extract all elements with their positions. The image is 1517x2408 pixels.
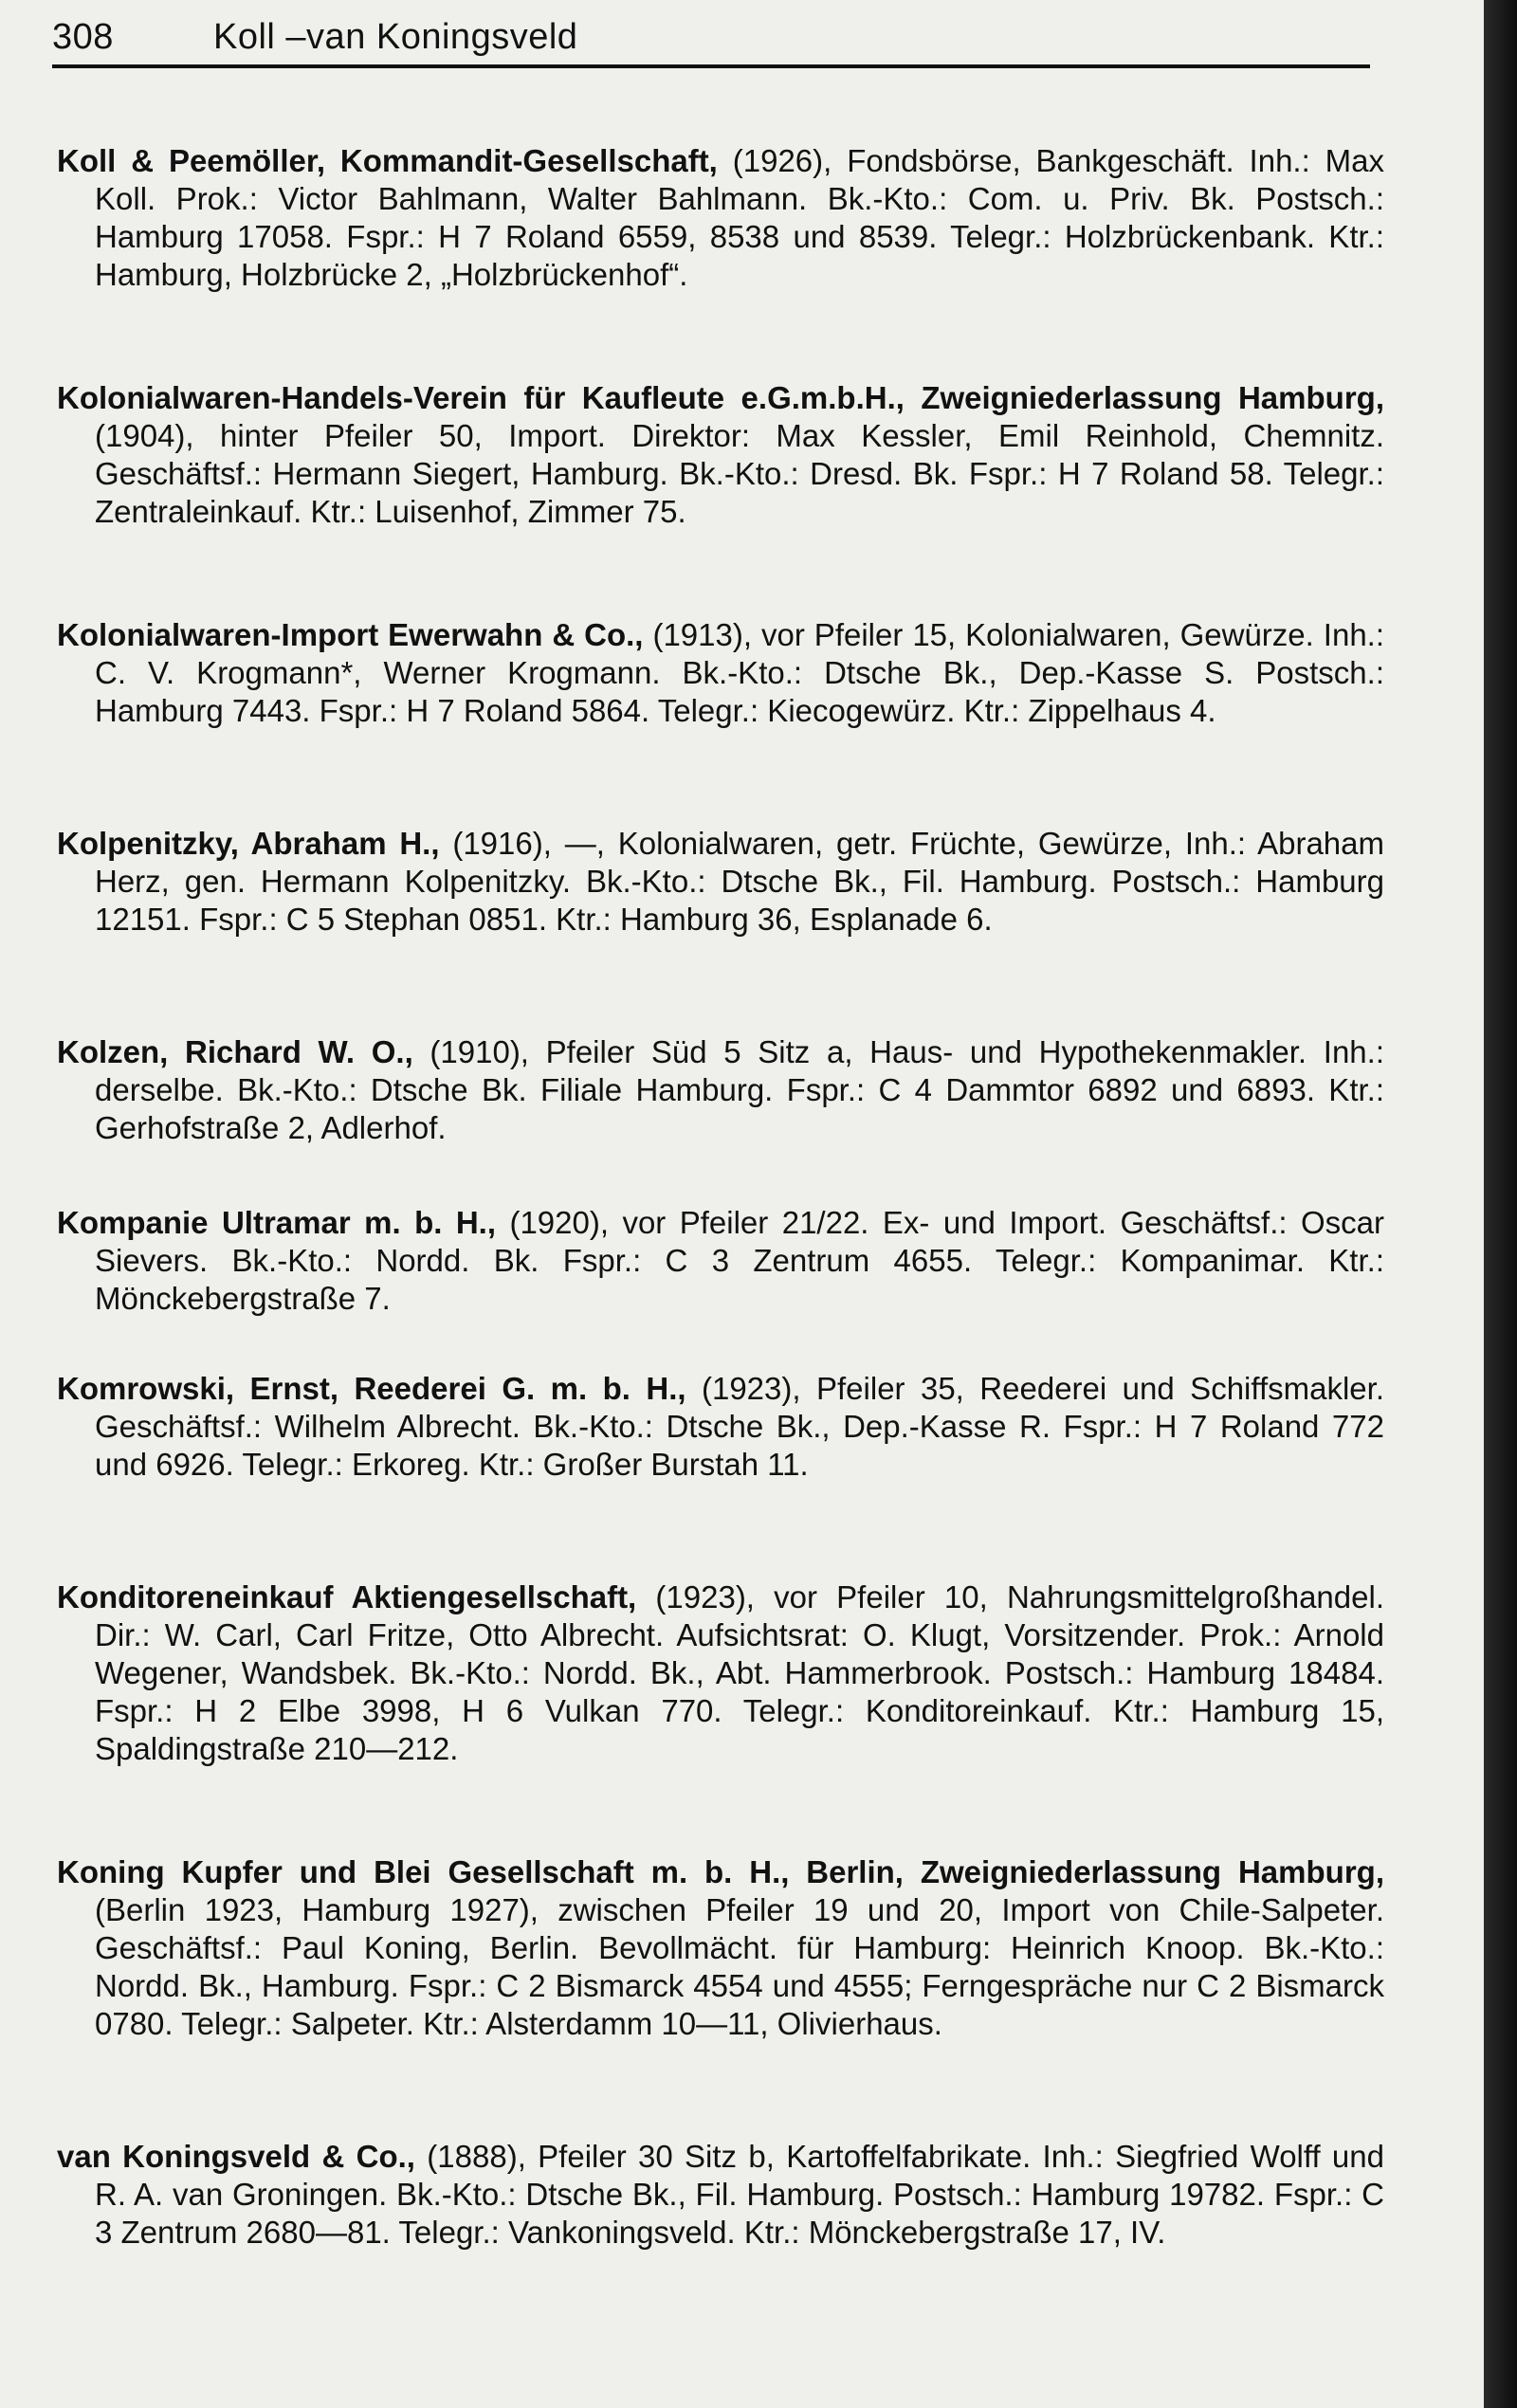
entry-body: (1923), Pfeiler 35, Reederei und Schiffsmakler. Geschäftsf.: Wilhelm Albrecht. Bk.-Kto.: Dtsche Bk., Dep.-Kasse R. Fspr.: H 7 Roland 772 und 6926. Telegr.: Erkoreg. Ktr.: Großer Burstah 11. (95, 1371, 1384, 1482)
entry-body: (1916), —, Kolonialwaren, getr. Früchte, Gewürze, Inh.: Abraham Herz, gen. Hermann Kolpenitzky. Bk.-Kto.: Dtsche Bk., Fil. Hamburg. Postsch.: Hamburg 12151. Fspr.: C 5 Stephan 0851. Ktr.: Hamburg 36, Esplanade 6. (95, 826, 1384, 937)
entry-name: Kolzen, Richard W. O., (57, 1034, 413, 1069)
entry-koll-peemoeller (57, 142, 1384, 294)
entry-name: Kolonialwaren-Handels-Verein für Kaufleute e.G.m.b.H., Zweigniederlassung Hamburg, (57, 380, 1384, 415)
entry-konditoreneinkauf (57, 1578, 1384, 1768)
entry-name: Kolpenitzky, Abraham H., (57, 826, 440, 861)
entry-body: (1910), Pfeiler Süd 5 Sitz a, Haus- und Hypothekenmakler. Inh.: derselbe. Bk.-Kto.: Dtsche Bk. Filiale Hamburg. Fspr.: C 4 Dammtor 6892 und 6893. Ktr.: Gerhofstraße 2, Adlerhof. (95, 1034, 1384, 1145)
entry-name: Konditoreneinkauf Aktiengesellschaft, (57, 1579, 637, 1614)
entry-name: Komrowski, Ernst, Reederei G. m. b. H., (57, 1371, 686, 1406)
page-title: Koll –van Koningsveld (213, 17, 578, 57)
entry-kompanie-ultramar (57, 1204, 1384, 1318)
entry-name: Kompanie Ultramar m. b. H., (57, 1205, 497, 1240)
entry-van-koningsveld (57, 2138, 1384, 2252)
entry-name: Koll & Peemöller, Kommandit-Gesellschaft, (57, 143, 718, 178)
entry-kolzen (57, 1033, 1384, 1147)
entry-body: (1923), vor Pfeiler 10, Nahrungsmittelgroßhandel. Dir.: W. Carl, Carl Fritze, Otto Albrecht. Aufsichtsrat: O. Klugt, Vorsitzender. Prok.: Arnold Wegener, Wandsbek. Bk.-Kto.: Nordd. Bk., Abt. Hammerbrook. Postsch.: Hamburg 18484. Fspr.: H 2 Elbe 3998, H 6 Vulkan 770. Telegr.: Konditoreinkauf. Ktr.: Hamburg 15, Spaldingstraße 210—212. (95, 1579, 1384, 1766)
entry-komrowski (57, 1370, 1384, 1484)
entry-body: (1926), Fondsbörse, Bankgeschäft. Inh.: Max Koll. Prok.: Victor Bahlmann, Walter Bahlmann. Bk.-Kto.: Com. u. Priv. Bk. Postsch.: Hamburg 17058. Fspr.: H 7 Roland 6559, 8538 und 8539. Telegr.: Holzbrückenbank. Ktr.: Hamburg, Holzbrücke 2, „Holzbrückenhof“. (95, 143, 1384, 292)
entry-name: Koning Kupfer und Blei Gesellschaft m. b. H., Berlin, Zweigniederlassung Hamburg, (57, 1854, 1384, 1889)
entry-kolonialwaren-handels-verein (57, 379, 1384, 531)
entry-name: van Koningsveld & Co., (57, 2139, 415, 2174)
page-number: 308 (52, 17, 114, 57)
entry-name: Kolonialwaren-Import Ewerwahn & Co., (57, 617, 644, 652)
entry-body: (Berlin 1923, Hamburg 1927), zwischen Pfeiler 19 und 20, Import von Chile-Salpeter. Geschäftsf.: Paul Koning, Berlin. Bevollmächt. für Hamburg: Heinrich Knoop. Bk.-Kto.: Nordd. Bk., Hamburg. Fspr.: C 2 Bismarck 4554 und 4555; Ferngespräche nur C 2 Bismarck 0780. Telegr.: Salpeter. Ktr.: Alsterdamm 10—11, Olivierhaus. (95, 1892, 1384, 2041)
entry-body: (1904), hinter Pfeiler 50, Import. Direktor: Max Kessler, Emil Reinhold, Chemnitz. Geschäftsf.: Hermann Siegert, Hamburg. Bk.-Kto.: Dresd. Bk. Fspr.: H 7 Roland 58. Telegr.: Zentraleinkauf. Ktr.: Luisenhof, Zimmer 75. (95, 418, 1384, 529)
entry-body: (1920), vor Pfeiler 21/22. Ex- und Import. Geschäftsf.: Oscar Sievers. Bk.-Kto.: Nordd. Bk. Fspr.: C 3 Zentrum 4655. Telegr.: Kompanimar. Ktr.: Mönckebergstraße 7. (95, 1205, 1384, 1316)
entry-koning-kupfer (57, 1853, 1384, 2043)
entry-kolpenitzky (57, 825, 1384, 939)
entry-kolonialwaren-import (57, 616, 1384, 730)
entry-body: (1913), vor Pfeiler 15, Kolonialwaren, Gewürze. Inh.: C. V. Krogmann*, Werner Krogmann. Bk.-Kto.: Dtsche Bk., Dep.-Kasse S. Postsch.: Hamburg 7443. Fspr.: H 7 Roland 5864. Telegr.: Kiecogewürz. Ktr.: Zippelhaus 4. (95, 617, 1385, 728)
entry-body: (1888), Pfeiler 30 Sitz b, Kartoffelfabrikate. Inh.: Siegfried Wolff und R. A. van Groningen. Bk.-Kto.: Dtsche Bk., Fil. Hamburg. Postsch.: Hamburg 19782. Fspr.: C 3 Zentrum 2680—81. Telegr.: Vankoningsveld. Ktr.: Mönckebergstraße 17, IV. (95, 2139, 1384, 2250)
scan-edge (1484, 0, 1517, 2408)
